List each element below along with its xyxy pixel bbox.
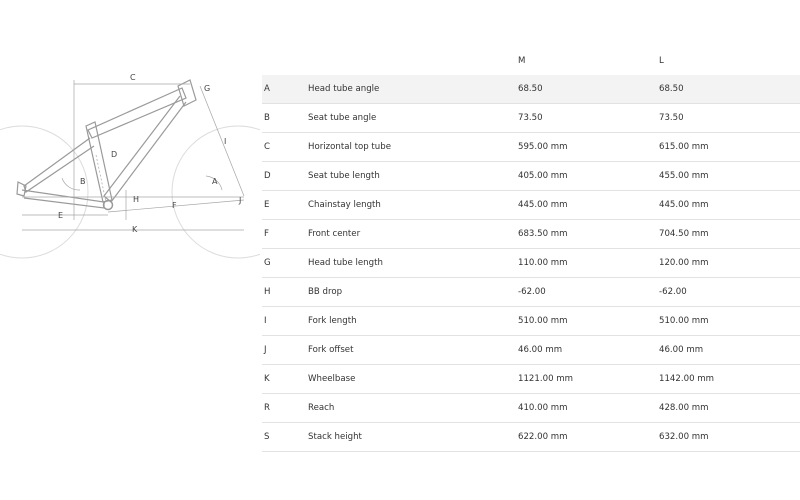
label-h: H xyxy=(133,195,140,204)
table-row xyxy=(262,133,800,162)
row-value-m: 405.00 mm xyxy=(518,171,568,181)
size-header-m: M xyxy=(518,56,526,66)
row-name: Reach xyxy=(308,403,335,413)
row-value-l: 1142.00 mm xyxy=(659,374,715,384)
row-value-m: 683.50 mm xyxy=(518,229,568,239)
table-row xyxy=(262,336,800,365)
label-e: E xyxy=(58,211,64,220)
table-row xyxy=(262,75,800,104)
row-value-m: 110.00 mm xyxy=(518,258,568,268)
row-value-m: 410.00 mm xyxy=(518,403,568,413)
label-b: B xyxy=(80,177,86,186)
row-value-l: 704.50 mm xyxy=(659,229,709,239)
row-name: Seat tube angle xyxy=(308,113,377,123)
row-code: H xyxy=(264,287,271,297)
table-row xyxy=(262,220,800,249)
label-d: D xyxy=(111,150,118,159)
row-code: D xyxy=(264,171,271,181)
row-value-l: 73.50 xyxy=(659,113,684,123)
row-code: C xyxy=(264,142,271,152)
row-value-m: 622.00 mm xyxy=(518,432,568,442)
table-row xyxy=(262,278,800,307)
row-name: Chainstay length xyxy=(308,200,381,210)
row-code: F xyxy=(264,229,269,239)
table-body xyxy=(262,75,800,452)
row-code: E xyxy=(264,200,270,210)
row-value-m: 595.00 mm xyxy=(518,142,568,152)
table-row xyxy=(262,365,800,394)
label-i: I xyxy=(224,137,227,146)
table-row xyxy=(262,423,800,452)
row-value-m: 510.00 mm xyxy=(518,316,568,326)
label-g: G xyxy=(204,84,211,93)
row-value-l: 445.00 mm xyxy=(659,200,709,210)
label-j: J xyxy=(239,196,242,205)
table-row xyxy=(262,394,800,423)
row-value-m: 73.50 xyxy=(518,113,543,123)
row-name: Fork length xyxy=(308,316,357,326)
row-value-l: 632.00 mm xyxy=(659,432,709,442)
row-name: Head tube length xyxy=(308,258,383,268)
label-k: K xyxy=(132,225,138,234)
down-tube xyxy=(104,96,186,202)
row-name: Fork offset xyxy=(308,345,354,355)
row-value-l: 120.00 mm xyxy=(659,258,709,268)
row-name: Horizontal top tube xyxy=(308,142,391,152)
top-tube xyxy=(88,88,186,138)
row-name: Stack height xyxy=(308,432,362,442)
row-code: R xyxy=(264,403,270,413)
row-code: K xyxy=(264,374,270,384)
table-header xyxy=(262,50,800,75)
row-value-m: -62.00 xyxy=(518,287,546,297)
row-value-l: 510.00 mm xyxy=(659,316,709,326)
dimension-lines xyxy=(22,80,244,230)
row-value-l: -62.00 xyxy=(659,287,687,297)
row-value-l: 428.00 mm xyxy=(659,403,709,413)
row-value-l: 455.00 mm xyxy=(659,171,709,181)
bottom-bracket xyxy=(104,201,113,210)
bike-frame-drawing xyxy=(0,60,260,270)
geometry-table xyxy=(262,50,800,452)
front-wheel xyxy=(172,126,260,258)
row-value-l: 68.50 xyxy=(659,84,684,94)
row-code: J xyxy=(264,345,267,355)
row-value-m: 445.00 mm xyxy=(518,200,568,210)
frame-tubes xyxy=(17,80,196,210)
row-code: I xyxy=(264,316,267,326)
row-value-l: 615.00 mm xyxy=(659,142,709,152)
row-value-m: 1121.00 mm xyxy=(518,374,574,384)
table-row xyxy=(262,191,800,220)
chain-stay xyxy=(22,190,104,208)
row-value-m: 46.00 mm xyxy=(518,345,563,355)
row-name: Seat tube length xyxy=(308,171,380,181)
row-name: BB drop xyxy=(308,287,343,297)
row-code: S xyxy=(264,432,270,442)
row-code: G xyxy=(264,258,271,268)
row-name: Wheelbase xyxy=(308,374,356,384)
rear-wheel xyxy=(0,126,88,258)
label-f: F xyxy=(172,201,177,210)
bike-geometry-diagram xyxy=(0,60,260,270)
size-header-l: L xyxy=(659,56,664,66)
table-row xyxy=(262,104,800,133)
row-code: B xyxy=(264,113,270,123)
row-value-l: 46.00 mm xyxy=(659,345,704,355)
label-c: C xyxy=(130,73,136,82)
row-name: Head tube angle xyxy=(308,84,380,94)
row-value-m: 68.50 xyxy=(518,84,543,94)
table-row xyxy=(262,162,800,191)
table-row xyxy=(262,307,800,336)
row-name: Front center xyxy=(308,229,361,239)
row-code: A xyxy=(264,84,270,94)
table-row xyxy=(262,249,800,278)
label-a: A xyxy=(212,177,218,186)
